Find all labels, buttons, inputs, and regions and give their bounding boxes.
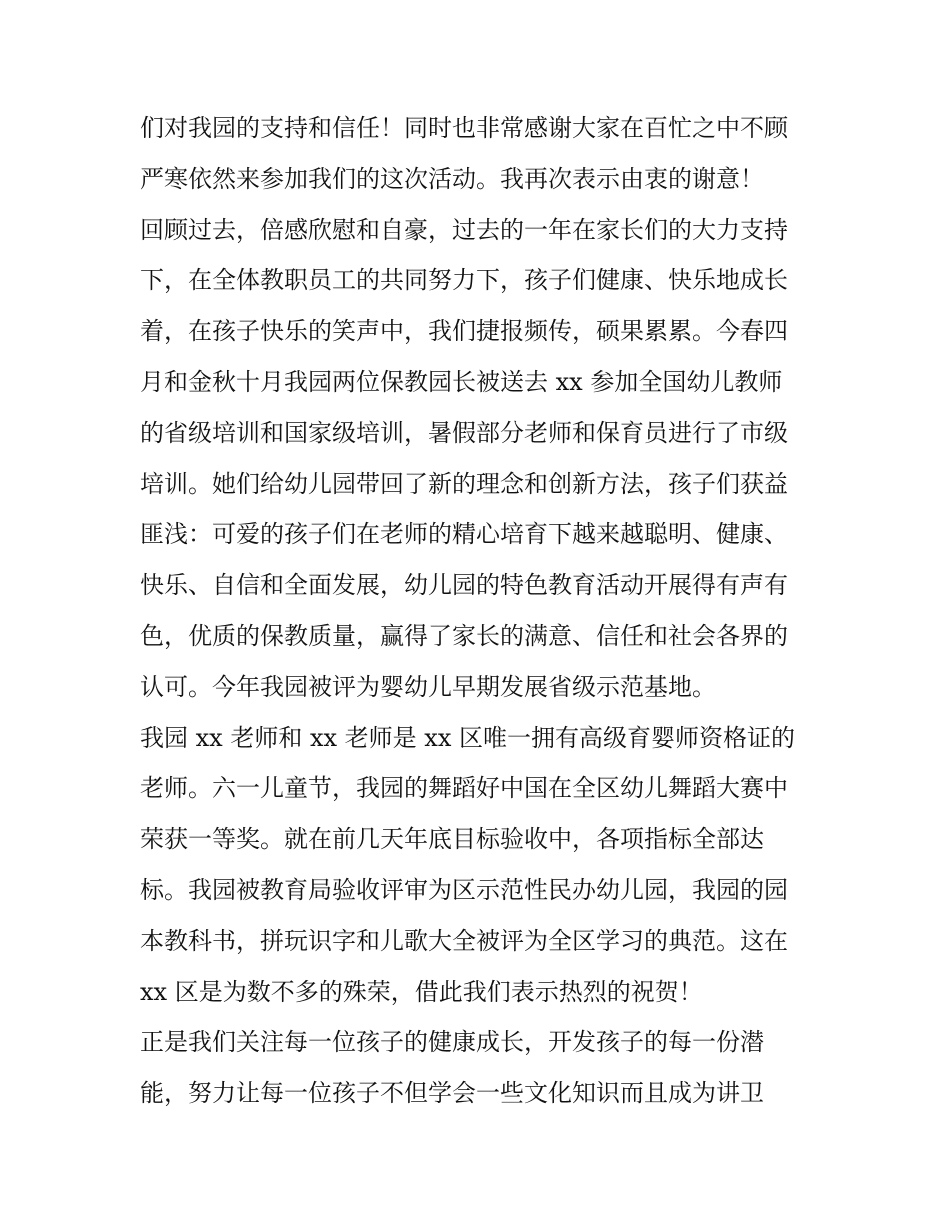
text-line: 匪浅：可爱的孩子们在老师的精心培育下越来越聪明、健康、 xyxy=(140,520,788,549)
text-line: xx 区是为数不多的殊荣，借此我们表示热烈的祝贺！ xyxy=(140,977,703,1006)
text-line: 色，优质的保教质量，赢得了家长的满意、信任和社会各界的 xyxy=(140,621,788,650)
text-line: 着，在孩子快乐的笑声中，我们捷报频传，硕果累累。今春四 xyxy=(140,317,788,346)
text-line: 的省级培训和国家级培训，暑假部分老师和保育员进行了市级 xyxy=(140,418,788,447)
text-line: 回顾过去，倍感欣慰和自豪，过去的一年在家长们的大力支持 xyxy=(140,215,788,244)
text-line: 能，努力让每一位孩子不但学会一些文化知识而且成为讲卫 xyxy=(140,1079,764,1108)
text-line: 本教科书，拼玩识字和儿歌大全被评为全区学习的典范。这在 xyxy=(140,926,788,955)
text-line: 老师。六一儿童节，我园的舞蹈好中国在全区幼儿舞蹈大赛中 xyxy=(140,774,788,803)
text-line: 月和金秋十月我园两位保教园长被送去 xx 参加全国幼儿教师 xyxy=(140,367,783,396)
text-line: 正是我们关注每一位孩子的健康成长，开发孩子的每一份潜 xyxy=(140,1028,764,1057)
text-line: 荣获一等奖。就在前几天年底目标验收中，各项指标全部达 xyxy=(140,825,764,854)
text-line: 我园 xx 老师和 xx 老师是 xx 区唯一拥有高级育婴师资格证的 xyxy=(140,723,795,752)
text-line: 快乐、自信和全面发展，幼儿园的特色教育活动开展得有声有 xyxy=(140,571,788,600)
body-text xyxy=(140,103,820,1119)
text-line: 下，在全体教职员工的共同努力下，孩子们健康、快乐地成长 xyxy=(140,266,788,295)
text-line: 标。我园被教育局验收评审为区示范性民办幼儿园，我园的园 xyxy=(140,875,788,904)
text-line: 培训。她们给幼儿园带回了新的理念和创新方法，孩子们获益 xyxy=(140,469,788,498)
text-line: 严寒依然来参加我们的这次活动。我再次表示由衷的谢意！ xyxy=(140,164,764,193)
text-line: 们对我园的支持和信任！同时也非常感谢大家在百忙之中不顾 xyxy=(140,114,788,142)
text-line: 认可。今年我园被评为婴幼儿早期发展省级示范基地。 xyxy=(140,672,716,701)
